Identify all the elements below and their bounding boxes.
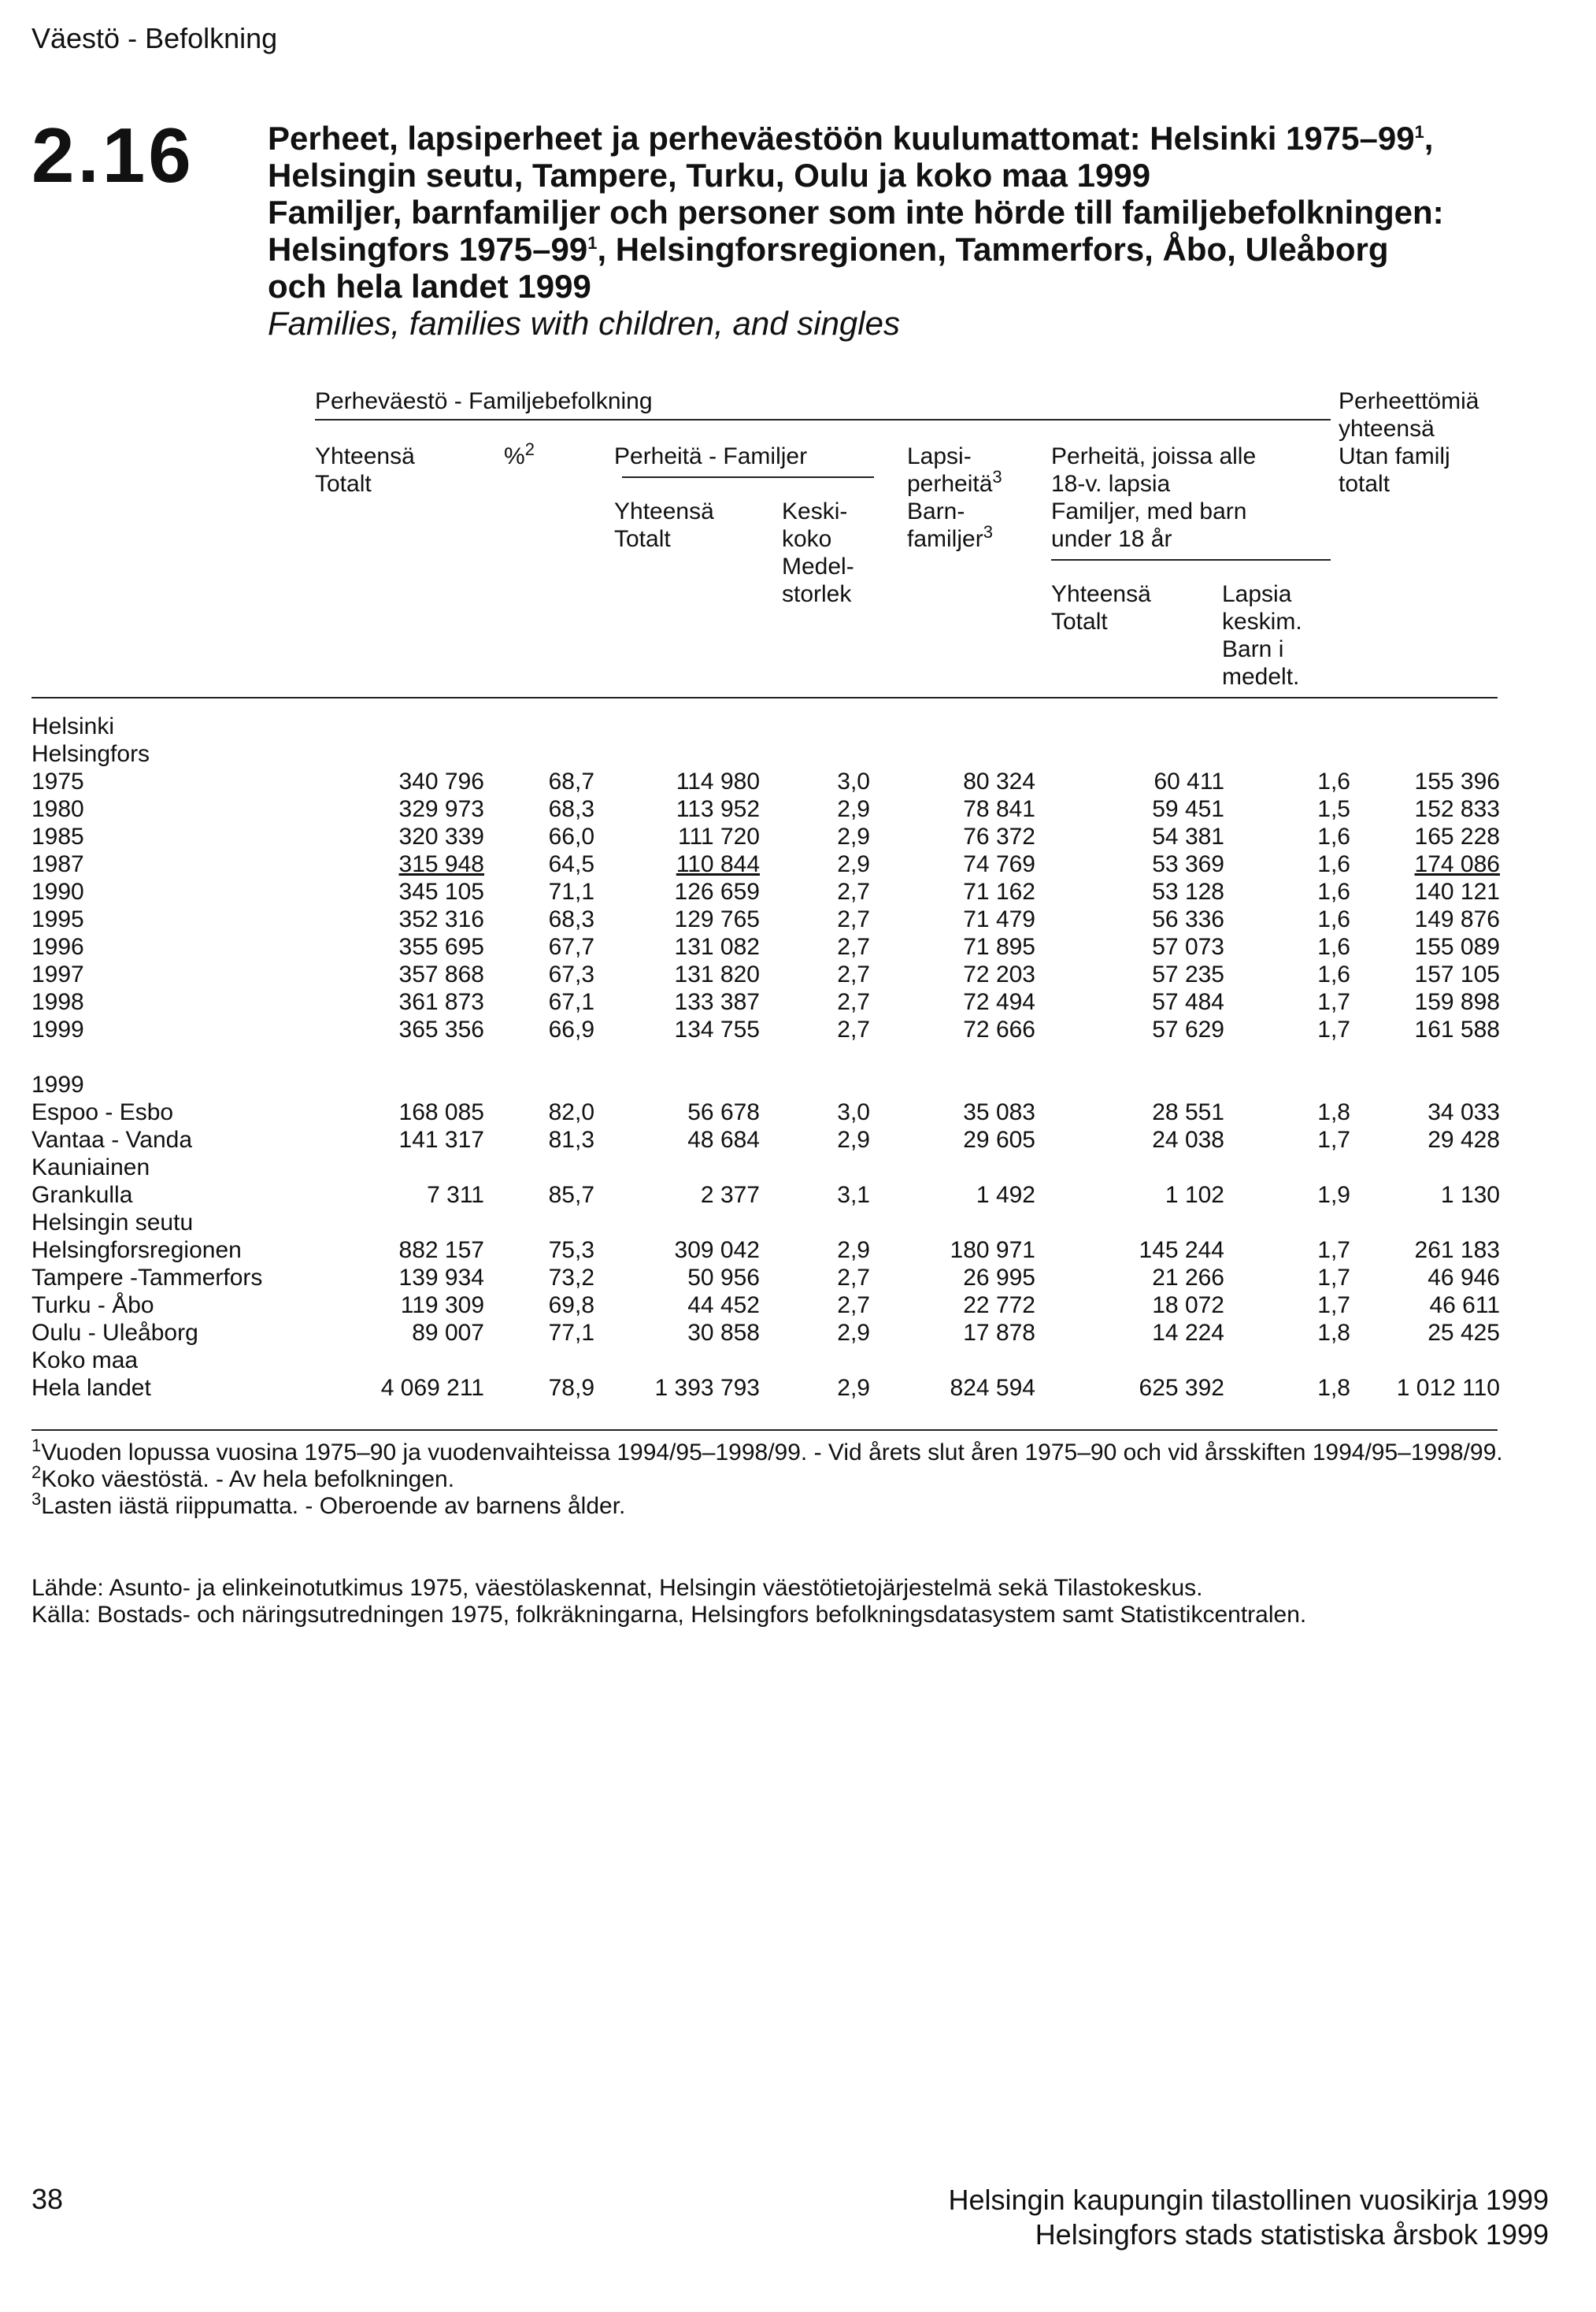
cell-avg-size: 2,7 <box>837 989 870 1015</box>
cell-families: 111 720 <box>678 824 760 850</box>
group-label-row <box>31 1071 1500 1099</box>
footnotes <box>31 1436 1512 1520</box>
cell-total: 882 157 <box>398 1237 484 1263</box>
table-row <box>31 1291 1500 1319</box>
col-no-family-fi1: Perheettömiä <box>1339 388 1479 414</box>
cell-under18-total: 14 224 <box>1152 1320 1224 1346</box>
cell-no-family: 1 012 110 <box>1396 1375 1500 1401</box>
row-label: 1995 <box>31 906 84 932</box>
cell-avg-size: 3,0 <box>837 769 870 795</box>
col-under18-2: 18-v. lapsia <box>1051 471 1171 497</box>
footnote-2 <box>31 1462 1512 1493</box>
cell-percent: 67,3 <box>548 961 594 987</box>
cell-percent: 82,0 <box>548 1099 594 1125</box>
col-under18-4: under 18 år <box>1051 526 1172 552</box>
cell-under18-avg: 1,7 <box>1317 989 1350 1015</box>
col-avg-2: koko <box>782 526 832 552</box>
cell-no-family: 140 121 <box>1414 879 1500 905</box>
publication-title-sv: Helsingfors stads statistiska årsbok 1999 <box>1035 2218 1549 2251</box>
cell-child-families: 1 492 <box>976 1182 1035 1208</box>
cell-no-family: 46 946 <box>1428 1265 1500 1291</box>
col-child-4-sup: 3 <box>983 522 993 542</box>
cell-avg-size: 2,9 <box>837 1320 870 1346</box>
cell-percent: 68,7 <box>548 769 594 795</box>
label-helsingin-seutu: Helsingin seutu <box>31 1210 194 1236</box>
table-row <box>31 1236 1500 1264</box>
footnote-2-text: Koko väestöstä. - Av hela befolkningen. <box>41 1466 455 1492</box>
title-fi-line2: Helsingin seutu, Tampere, Turku, Oulu ja koko maa 1999 <box>268 157 1151 194</box>
col-families-total-sv: Totalt <box>614 526 671 552</box>
col-no-family-sv2: totalt <box>1339 471 1390 497</box>
cell-under18-total: 625 392 <box>1139 1375 1224 1401</box>
cell-avg-size: 2,7 <box>837 1292 870 1318</box>
col-no-family-sv <box>1339 443 1450 498</box>
col-child-4-text: familjer <box>907 526 983 552</box>
footnote-3 <box>31 1489 1512 1520</box>
cell-total: 352 316 <box>398 906 484 932</box>
col-u18-total-sv: Totalt <box>1051 609 1108 635</box>
cell-total: 168 085 <box>398 1099 484 1125</box>
cell-no-family-underlined: 174 086 <box>1414 851 1500 877</box>
rule-group-population <box>315 419 1331 421</box>
col-u18-avg-1: Lapsia <box>1222 581 1292 607</box>
cell-child-families: 71 479 <box>963 906 1035 932</box>
cell-families <box>594 850 760 878</box>
footnote-3-text: Lasten iästä riippumatta. - Oberoende av barnens ålder. <box>41 1493 626 1519</box>
row-label: 1997 <box>31 961 84 987</box>
cell-under18-total: 53 128 <box>1152 879 1224 905</box>
row-label: Hela landet <box>31 1375 151 1401</box>
table-row <box>31 795 1500 823</box>
cell-under18-total: 59 451 <box>1152 796 1224 822</box>
cell-under18-total: 57 235 <box>1152 961 1224 987</box>
cell-percent: 81,3 <box>548 1127 594 1153</box>
cell-no-family: 25 425 <box>1428 1320 1500 1346</box>
cell-under18-avg: 1,6 <box>1317 879 1350 905</box>
cell-no-family: 155 396 <box>1414 769 1500 795</box>
cell-avg-size: 2,9 <box>837 796 870 822</box>
cell-percent: 77,1 <box>548 1320 594 1346</box>
col-u18-avg-2: keskim. <box>1222 609 1302 635</box>
cell-no-family: 159 898 <box>1414 989 1500 1015</box>
cell-under18-total: 60 411 <box>1153 769 1224 795</box>
cell-total: 139 934 <box>398 1265 484 1291</box>
label-helsingfors: Helsingfors <box>31 741 150 767</box>
cell-avg-size: 2,9 <box>837 1127 870 1153</box>
cell-avg-size: 2,7 <box>837 934 870 960</box>
group-label-row <box>31 1209 1500 1236</box>
cell-families: 134 755 <box>674 1017 760 1043</box>
row-label: Tampere -Tammerfors <box>31 1265 263 1291</box>
col-avg-3: Medel- <box>782 554 854 580</box>
cell-avg-size: 2,9 <box>837 1237 870 1263</box>
cell-under18-avg: 1,8 <box>1317 1375 1350 1401</box>
title-sv-line2 <box>268 231 1575 268</box>
cell-avg-size: 2,7 <box>837 961 870 987</box>
cell-no-family: 149 876 <box>1414 906 1500 932</box>
row-label: 1999 <box>31 1017 84 1043</box>
table-row <box>31 961 1500 988</box>
cell-families: 56 678 <box>687 1099 760 1125</box>
cell-families: 48 684 <box>687 1127 760 1153</box>
cell-total: 357 868 <box>398 961 484 987</box>
col-under18-avg <box>1222 580 1302 691</box>
cell-under18-avg: 1,5 <box>1317 796 1350 822</box>
col-percent-label: % <box>504 443 525 469</box>
cell-under18-avg: 1,8 <box>1317 1099 1350 1125</box>
cell-under18-total: 18 072 <box>1152 1292 1224 1318</box>
cell-avg-size: 2,9 <box>837 851 870 877</box>
cell-child-families: 80 324 <box>963 769 1035 795</box>
cell-total-underlined: 315 948 <box>398 851 484 877</box>
source-sv: Källa: Bostads- och näringsutredningen 1975, folkräkningarna, Helsingfors befolkningsdatasystem samt Statistikcentralen. <box>31 1602 1307 1628</box>
page-number: 38 <box>31 2183 64 2215</box>
cell-child-families: 78 841 <box>963 796 1035 822</box>
cell-percent: 78,9 <box>548 1375 594 1401</box>
title-fi-comma: , <box>1424 120 1434 157</box>
col-no-family <box>1339 387 1479 443</box>
cell-child-families: 71 162 <box>963 879 1035 905</box>
table-number: 2.16 <box>31 112 194 198</box>
table-row <box>31 1319 1500 1347</box>
cell-percent: 69,8 <box>548 1292 594 1318</box>
row-label: 1996 <box>31 934 84 960</box>
data-table <box>31 713 1500 1402</box>
cell-under18-avg: 1,6 <box>1317 906 1350 932</box>
title-en: Families, families with children, and singles <box>268 305 900 342</box>
cell-families: 50 956 <box>687 1265 760 1291</box>
col-under18 <box>1051 443 1256 553</box>
rule-under18 <box>1051 559 1331 561</box>
label-kauniainen: Kauniainen <box>31 1154 150 1180</box>
cell-avg-size: 2,9 <box>837 824 870 850</box>
cell-families: 126 659 <box>674 879 760 905</box>
row-label: Helsingforsregionen <box>31 1237 242 1263</box>
title-sv-line3: och hela landet 1999 <box>268 268 591 305</box>
cell-total: 329 973 <box>398 796 484 822</box>
col-child-families <box>907 443 1002 553</box>
cell-families: 114 980 <box>676 769 760 795</box>
cell-under18-avg: 1,9 <box>1317 1182 1350 1208</box>
cell-under18-avg: 1,6 <box>1317 934 1350 960</box>
footnote-1-text: Vuoden lopussa vuosina 1975–90 ja vuodenvaihteissa 1994/95–1998/99. - Vid årets slut åren 1975–90 och vid årsskiften 1994/95–1998/99. <box>41 1439 1503 1465</box>
table-row <box>31 906 1500 933</box>
cell-under18-total: 145 244 <box>1139 1237 1224 1263</box>
cell-under18-avg: 1,7 <box>1317 1017 1350 1043</box>
col-percent <box>504 439 535 470</box>
cell-no-family: 261 183 <box>1414 1237 1500 1263</box>
cell-avg-size: 2,7 <box>837 1017 870 1043</box>
cell-no-family: 152 833 <box>1414 796 1500 822</box>
title-sv-line1: Familjer, barnfamiljer och personer som inte hörde till familjebefolkningen: <box>268 194 1444 231</box>
title-fi-sup: 1 <box>1414 122 1424 142</box>
cell-percent: 68,3 <box>548 906 594 932</box>
cell-avg-size: 2,7 <box>837 906 870 932</box>
row-label: Espoo - Esbo <box>31 1099 174 1125</box>
col-under18-1: Perheitä, joissa alle <box>1051 443 1257 469</box>
footnote-2-marker: 2 <box>31 1462 42 1482</box>
title-fi-line1 <box>268 120 1575 157</box>
col-families-avg <box>782 498 854 608</box>
col-under18-3: Familjer, med barn <box>1051 498 1247 524</box>
publication-footer <box>949 2183 1549 2252</box>
col-no-family-fi2: yhteensä <box>1339 416 1435 442</box>
col-families-total <box>614 498 714 553</box>
cell-families: 131 082 <box>674 934 760 960</box>
cell-child-families: 17 878 <box>963 1320 1035 1346</box>
cell-under18-total: 57 484 <box>1152 989 1224 1015</box>
cell-child-families: 26 995 <box>963 1265 1035 1291</box>
footnote-3-marker: 3 <box>31 1489 42 1509</box>
title-sv-sup: 1 <box>587 233 598 253</box>
source-fi: Lähde: Asunto- ja elinkeinotutkimus 1975, väestölaskennat, Helsingin väestötietojärjestelmä sekä Tilastokeskus. <box>31 1575 1203 1601</box>
col-total <box>315 443 415 498</box>
table-row <box>31 768 1500 795</box>
cell-child-families: 71 895 <box>963 934 1035 960</box>
spacer-cell <box>31 1043 1500 1071</box>
row-label: 1987 <box>31 851 84 877</box>
col-child-4 <box>907 522 1002 553</box>
cell-under18-total: 21 266 <box>1152 1265 1224 1291</box>
cell-percent: 64,5 <box>548 851 594 877</box>
cell-total <box>343 850 484 878</box>
row-label: Turku - Åbo <box>31 1292 154 1318</box>
table-row <box>31 850 1500 878</box>
cell-under18-avg: 1,7 <box>1317 1127 1350 1153</box>
cell-families: 2 377 <box>700 1182 760 1208</box>
table-row <box>31 988 1500 1016</box>
cell-no-family: 29 428 <box>1428 1127 1500 1153</box>
cell-under18-total: 57 629 <box>1152 1017 1224 1043</box>
col-group-population: Perheväestö - Familjebefolkning <box>315 388 653 414</box>
cell-no-family: 34 033 <box>1428 1099 1500 1125</box>
cell-families: 129 765 <box>674 906 760 932</box>
col-child-2-text: perheitä <box>907 471 993 497</box>
rule-families <box>622 476 874 478</box>
cell-percent: 75,3 <box>548 1237 594 1263</box>
col-u18-avg-4: medelt. <box>1222 664 1300 690</box>
table-row <box>31 823 1500 850</box>
row-label: Oulu - Uleåborg <box>31 1320 198 1346</box>
col-under18-total <box>1051 580 1151 635</box>
cell-percent: 67,7 <box>548 934 594 960</box>
cell-total: 355 695 <box>398 934 484 960</box>
cell-under18-total: 28 551 <box>1152 1099 1224 1125</box>
cell-child-families: 22 772 <box>963 1292 1035 1318</box>
table-row <box>31 1374 1500 1402</box>
table-row <box>31 1264 1500 1291</box>
cell-percent: 66,0 <box>548 824 594 850</box>
col-families: Perheitä - Familjer <box>614 443 808 469</box>
table-row <box>31 1099 1500 1126</box>
label-koko-maa: Koko maa <box>31 1347 139 1373</box>
rule-header-bottom <box>31 697 1498 698</box>
cell-under18-avg: 1,6 <box>1317 961 1350 987</box>
cell-total: 141 317 <box>398 1127 484 1153</box>
spacer-row <box>31 1043 1500 1071</box>
col-percent-sup: 2 <box>524 439 535 459</box>
cell-child-families: 72 494 <box>963 989 1035 1015</box>
cell-child-families: 824 594 <box>950 1375 1035 1401</box>
cell-total: 361 873 <box>398 989 484 1015</box>
source-note <box>31 1575 1512 1628</box>
cell-no-family: 157 105 <box>1414 961 1500 987</box>
cell-under18-total: 57 073 <box>1152 934 1224 960</box>
cell-child-families: 29 605 <box>963 1127 1035 1153</box>
cell-avg-size: 2,7 <box>837 1265 870 1291</box>
row-label: Vantaa - Vanda <box>31 1127 193 1153</box>
title-fi-text: Perheet, lapsiperheet ja perheväestöön kuulumattomat: Helsinki 1975–99 <box>268 120 1415 157</box>
cell-families: 1 393 793 <box>654 1375 760 1401</box>
cell-under18-avg: 1,6 <box>1317 824 1350 850</box>
title-sv-text-a: Helsingfors 1975–99 <box>268 231 588 268</box>
cell-percent: 71,1 <box>548 879 594 905</box>
row-label: 1998 <box>31 989 84 1015</box>
table-row <box>31 933 1500 961</box>
col-child-2 <box>907 467 1002 498</box>
cell-child-families: 76 372 <box>963 824 1035 850</box>
cell-total: 119 309 <box>400 1292 484 1318</box>
table-row <box>31 878 1500 906</box>
cell-under18-total: 53 369 <box>1152 851 1224 877</box>
row-label: 1975 <box>31 769 84 795</box>
title-sv-text-b: , Helsingforsregionen, Tammerfors, Åbo, Uleåborg <box>597 231 1389 268</box>
cell-under18-avg: 1,8 <box>1317 1320 1350 1346</box>
cell-no-family: 165 228 <box>1414 824 1500 850</box>
cell-under18-total: 1 102 <box>1165 1182 1224 1208</box>
cell-families: 44 452 <box>687 1292 760 1318</box>
label-helsinki: Helsinki <box>31 713 115 739</box>
running-header: Väestö - Befolkning <box>31 22 278 54</box>
cell-no-family <box>1350 850 1500 878</box>
cell-under18-total: 56 336 <box>1152 906 1224 932</box>
row-label: 1990 <box>31 879 84 905</box>
cell-total: 345 105 <box>398 879 484 905</box>
cell-avg-size: 2,9 <box>837 1375 870 1401</box>
cell-child-families: 35 083 <box>963 1099 1035 1125</box>
cell-no-family: 161 588 <box>1414 1017 1500 1043</box>
footnote-1 <box>31 1436 1512 1466</box>
cell-avg-size: 2,7 <box>837 879 870 905</box>
cell-percent: 66,9 <box>548 1017 594 1043</box>
cell-child-families: 74 769 <box>963 851 1035 877</box>
cell-families-underlined: 110 844 <box>676 851 760 877</box>
cell-total: 89 007 <box>412 1320 484 1346</box>
cell-under18-avg: 1,7 <box>1317 1265 1350 1291</box>
cell-total: 4 069 211 <box>380 1375 484 1401</box>
cell-percent: 73,2 <box>548 1265 594 1291</box>
cell-child-families: 72 666 <box>963 1017 1035 1043</box>
col-child-1: Lapsi- <box>907 443 972 469</box>
col-avg-4: storlek <box>782 581 852 607</box>
row-label: 1985 <box>31 824 84 850</box>
cell-child-families: 180 971 <box>950 1237 1035 1263</box>
cell-total: 7 311 <box>427 1182 484 1208</box>
cell-percent: 85,7 <box>548 1182 594 1208</box>
table-title <box>268 120 1575 342</box>
cell-under18-total: 54 381 <box>1152 824 1224 850</box>
cell-families: 113 952 <box>676 796 760 822</box>
cell-percent: 67,1 <box>548 989 594 1015</box>
cell-under18-total: 24 038 <box>1152 1127 1224 1153</box>
rule-table-bottom <box>31 1429 1498 1431</box>
cell-under18-avg: 1,6 <box>1317 851 1350 877</box>
cell-no-family: 155 089 <box>1414 934 1500 960</box>
cell-families: 131 820 <box>674 961 760 987</box>
col-no-family-sv1: Utan familj <box>1339 443 1450 469</box>
col-child-3: Barn- <box>907 498 965 524</box>
group-label-row <box>31 1347 1500 1374</box>
col-avg-1: Keski- <box>782 498 848 524</box>
cell-total: 365 356 <box>398 1017 484 1043</box>
cell-no-family: 1 130 <box>1440 1182 1500 1208</box>
cell-under18-avg: 1,6 <box>1317 769 1350 795</box>
col-total-sv: Totalt <box>315 471 372 497</box>
cell-families: 309 042 <box>674 1237 760 1263</box>
cell-avg-size: 3,1 <box>837 1182 870 1208</box>
table-row <box>31 1181 1500 1209</box>
cell-no-family: 46 611 <box>1429 1292 1500 1318</box>
cell-total: 320 339 <box>398 824 484 850</box>
cell-percent: 68,3 <box>548 796 594 822</box>
table-row <box>31 1016 1500 1043</box>
cell-total: 340 796 <box>398 769 484 795</box>
row-label: 1980 <box>31 796 84 822</box>
group-label-row <box>31 1154 1500 1181</box>
cell-families: 133 387 <box>674 989 760 1015</box>
cell-child-families: 72 203 <box>963 961 1035 987</box>
group-label-row <box>31 740 1500 768</box>
cell-families: 30 858 <box>687 1320 760 1346</box>
publication-title-fi: Helsingin kaupungin tilastollinen vuosikirja 1999 <box>948 2184 1549 2216</box>
table-row <box>31 1126 1500 1154</box>
group-label-row <box>31 713 1500 740</box>
cell-under18-avg: 1,7 <box>1317 1237 1350 1263</box>
col-u18-total-fi: Yhteensä <box>1051 581 1151 607</box>
cell-avg-size: 3,0 <box>837 1099 870 1125</box>
col-child-2-sup: 3 <box>992 467 1002 487</box>
col-u18-avg-3: Barn i <box>1222 636 1284 662</box>
label-year-1999: 1999 <box>31 1072 84 1098</box>
footnote-1-marker: 1 <box>31 1436 42 1455</box>
col-families-total-fi: Yhteensä <box>614 498 714 524</box>
row-label: Grankulla <box>31 1182 133 1208</box>
cell-under18-avg: 1,7 <box>1317 1292 1350 1318</box>
col-total-fi: Yhteensä <box>315 443 415 469</box>
